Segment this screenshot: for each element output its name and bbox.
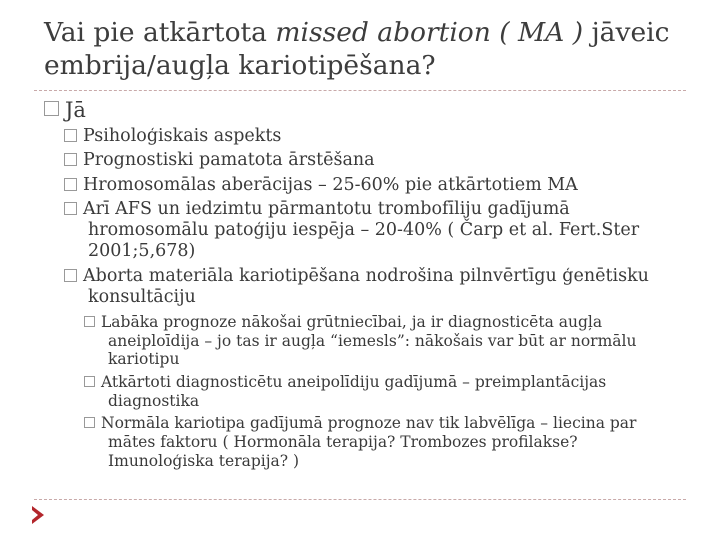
checkbox-bullet-icon <box>64 202 77 215</box>
checkbox-bullet-icon <box>44 101 59 116</box>
subbullet-normala-line2: mātes faktoru ( Hormonāla terapija? Trombozes profilakse? <box>108 433 578 451</box>
bullet-aborta-line2: konsultāciju <box>88 287 196 307</box>
bullet-hromosomalas: Hromosomālas aberācijas – 25-60% pie atkārtotiem MA <box>64 176 704 195</box>
subbullet-labaka-line2: aneiploīdija – jo tas ir augļa “iemesls”: nākošais var būt ar normālu <box>108 332 637 350</box>
checkbox-bullet-icon <box>64 269 77 282</box>
next-arrow-icon[interactable] <box>32 506 44 524</box>
subbullet-normala: Normāla kariotipa gadījumā prognoze nav tik labvēlīga – liecina par <box>84 414 694 432</box>
bullet-aborta: Aborta materiāla kariotipēšana nodrošina pilnvērtīgu ģenētisku <box>64 267 704 286</box>
subbullet-atkartoti: Atkārtoti diagnosticētu aneipolīdiju gadījumā – preimplantācijas <box>84 373 694 391</box>
top-divider <box>34 90 686 91</box>
bullet-level1-ja: Jā <box>44 98 86 122</box>
bullet-afs: Arī AFS un iedzimtu pārmantotu trombofīliju gadījumā <box>64 200 704 219</box>
subbullet-labaka: Labāka prognoze nākošai grūtniecībai, ja ir diagnosticēta augļa <box>84 313 694 331</box>
subbullet-atkartoti-line2: diagnostika <box>108 392 200 410</box>
bullet-afs-line2: hromosomālu patoģiju iespēja – 20-40% ( Čarp et al. Fert.Ster <box>88 220 640 240</box>
checkbox-bullet-icon <box>84 417 95 428</box>
bottom-divider <box>34 499 686 500</box>
bullet-prognostiski: Prognostiski pamatota ārstēšana <box>64 151 704 170</box>
subbullet-labaka-line3: kariotipu <box>108 350 180 368</box>
slide-title: Vai pie atkārtota missed abortion ( MA ) jāveic embrija/augļa kariotipēšana? <box>44 17 670 81</box>
bullet-afs-line3: 2001;5,678) <box>88 241 196 261</box>
subbullet-normala-line3: Imunoloģiska terapija? ) <box>108 452 300 470</box>
checkbox-bullet-icon <box>84 376 95 387</box>
checkbox-bullet-icon <box>64 153 77 166</box>
bullet-psihologiskais: Psiholoģiskais aspekts <box>64 127 704 146</box>
checkbox-bullet-icon <box>64 178 77 191</box>
title-italic: missed abortion ( MA ) <box>275 17 584 48</box>
checkbox-bullet-icon <box>84 316 95 327</box>
checkbox-bullet-icon <box>64 129 77 142</box>
